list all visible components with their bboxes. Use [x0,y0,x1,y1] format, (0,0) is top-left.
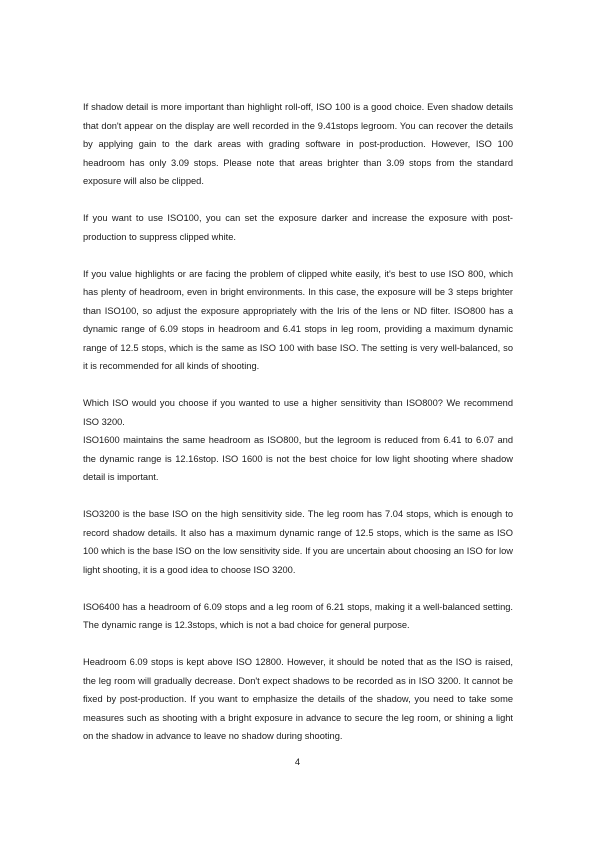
page-number: 4 [294,757,301,768]
paragraph-iso12800: Headroom 6.09 stops is kept above ISO 12800. However, it should be noted that as the ISO is raised, the leg room will gradually decrease. Don't expect shadows to be recorded as in ISO 3200. It cannot be fixed by post-production. If you want to emphasize the details of the shadow, you need to take some measures such as shooting with a bright exposure in advance to secure the leg room, or shining a light on the shadow in advance to leave no shadow during shooting. [83,657,513,741]
paragraph-iso800: If you value highlights or are facing the problem of clipped white easily, it's best to use ISO 800, which has plenty of headroom, even in bright environments. In this case, the exposure will be 3 steps brighter than ISO100, so adjust the exposure appropriately with the Iris of the lens or ND filter. ISO800 has a dynamic range of 6.09 stops in headroom and 6.41 stops in leg room, providing a maximum dynamic range of 12.5 stops, which is the same as ISO 100 with base ISO. The setting is very well-balanced, so it is recommended for all kinds of shooting. [83,268,513,371]
paragraph-iso100-exposure: If you want to use ISO100, you can set the exposure darker and increase the exposure with post-production to suppress clipped white. [83,213,513,242]
body-text [83,98,513,764]
paragraph-iso6400: ISO6400 has a headroom of 6.09 stops and a leg room of 6.21 stops, making it a well-balanced setting. The dynamic range is 12.3stops, which is not a bad choice for general purpose. [83,601,513,630]
paragraph-iso100-shadow: If shadow detail is more important than highlight roll-off, ISO 100 is a good choice. Even shadow details that don't appear on the display are well recorded in the 9.41stops legroom. You can recover the details by applying gain to the dark areas with grading software in post-production. However, ISO 100 headroom has only 3.09 stops. Please note that areas brighter than 3.09 stops from the standard exposure will also be clipped. [83,102,513,186]
paragraph-higher-sensitivity: Which ISO would you choose if you wanted to use a higher sensitivity than ISO800? We recommend ISO 3200. [83,398,513,427]
paragraph-iso1600: ISO1600 maintains the same headroom as ISO800, but the legroom is reduced from 6.41 to 6.07 and the dynamic range is 12.16stop. ISO 1600 is not the best choice for low light shooting where shadow detail is important. [83,435,513,482]
paragraph-iso3200: ISO3200 is the base ISO on the high sensitivity side. The leg room has 7.04 stops, which is enough to record shadow details. It also has a maximum dynamic range of 12.5 stops, which is the same as ISO 100 which is the base ISO on the low sensitivity side. If you are uncertain about choosing an ISO for low light shooting, it is a good idea to choose ISO 3200. [83,509,513,575]
